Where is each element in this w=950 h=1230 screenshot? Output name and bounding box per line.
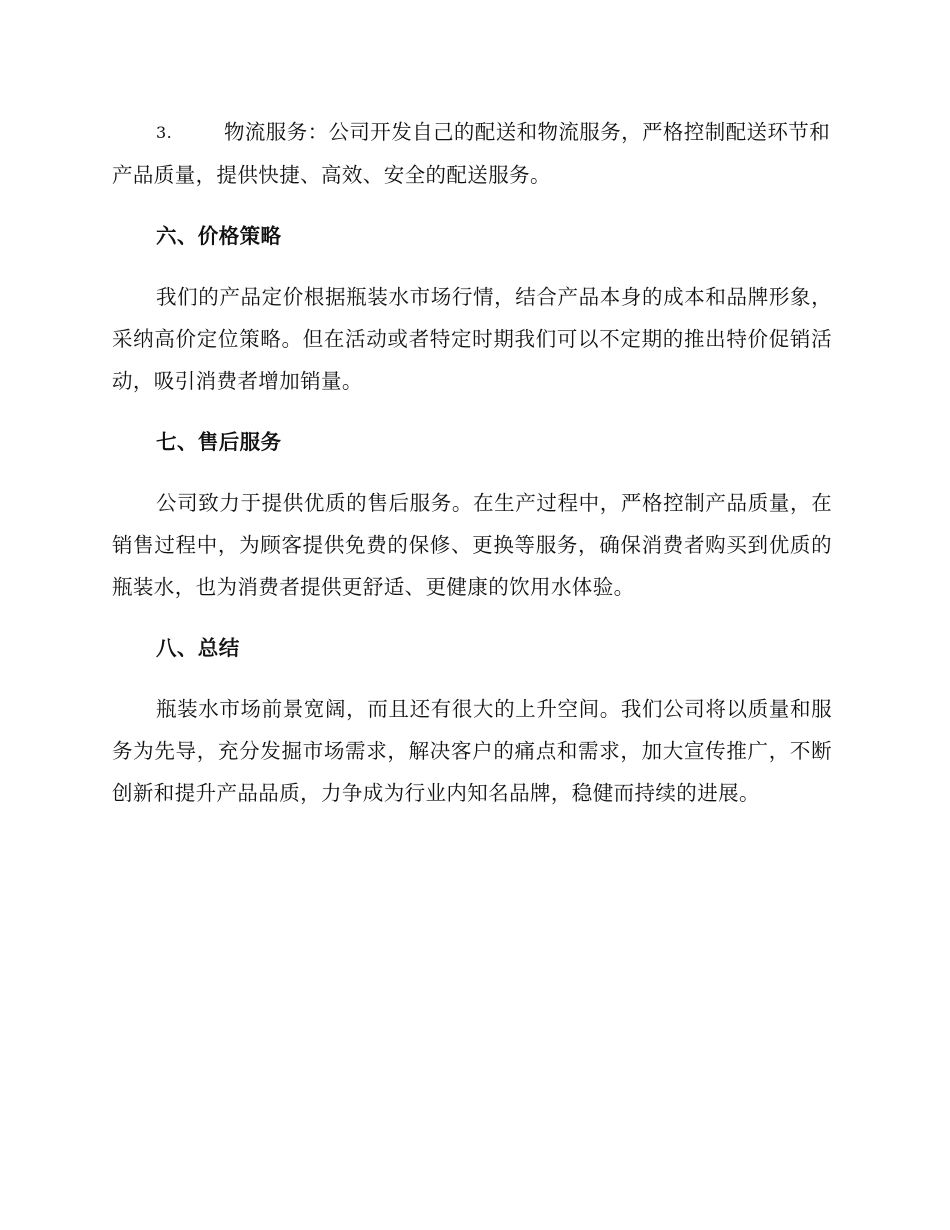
document-page <box>112 111 832 833</box>
section-heading-pricing: 六、价格策略 <box>156 224 282 248</box>
paragraph-after-sales: 公司致力于提供优质的售后服务。在生产过程中，严格控制产品质量，在销售过程中，为顾客提供免费的保修、更换等服务，确保消费者购买到优质的瓶装水，也为消费者提供更舒适、更健康的饮用水体验。 <box>112 491 832 599</box>
section-heading-summary: 八、总结 <box>156 636 240 660</box>
paragraph-summary: 瓶装水市场前景宽阔，而且还有很大的上升空间。我们公司将以质量和服务为先导，充分发掘市场需求，解决客户的痛点和需求，加大宣传推广，不断创新和提升产品品质，力争成为行业内知名品牌，稳健而持续的进展。 <box>112 697 832 805</box>
list-item-number: 3. <box>156 123 173 142</box>
section-heading-after-sales: 七、售后服务 <box>156 430 282 454</box>
paragraph-pricing: 我们的产品定价根据瓶装水市场行情，结合产品本身的成本和品牌形象，采纳高价定位策略。但在活动或者特定时期我们可以不定期的推出特价促销活动，吸引消费者增加销量。 <box>112 285 832 393</box>
list-item-logistics <box>112 111 832 196</box>
list-item-text: 物流服务：公司开发自己的配送和物流服务，严格控制配送环节和产品质量，提供快捷、高效、安全的配送服务。 <box>112 120 831 187</box>
